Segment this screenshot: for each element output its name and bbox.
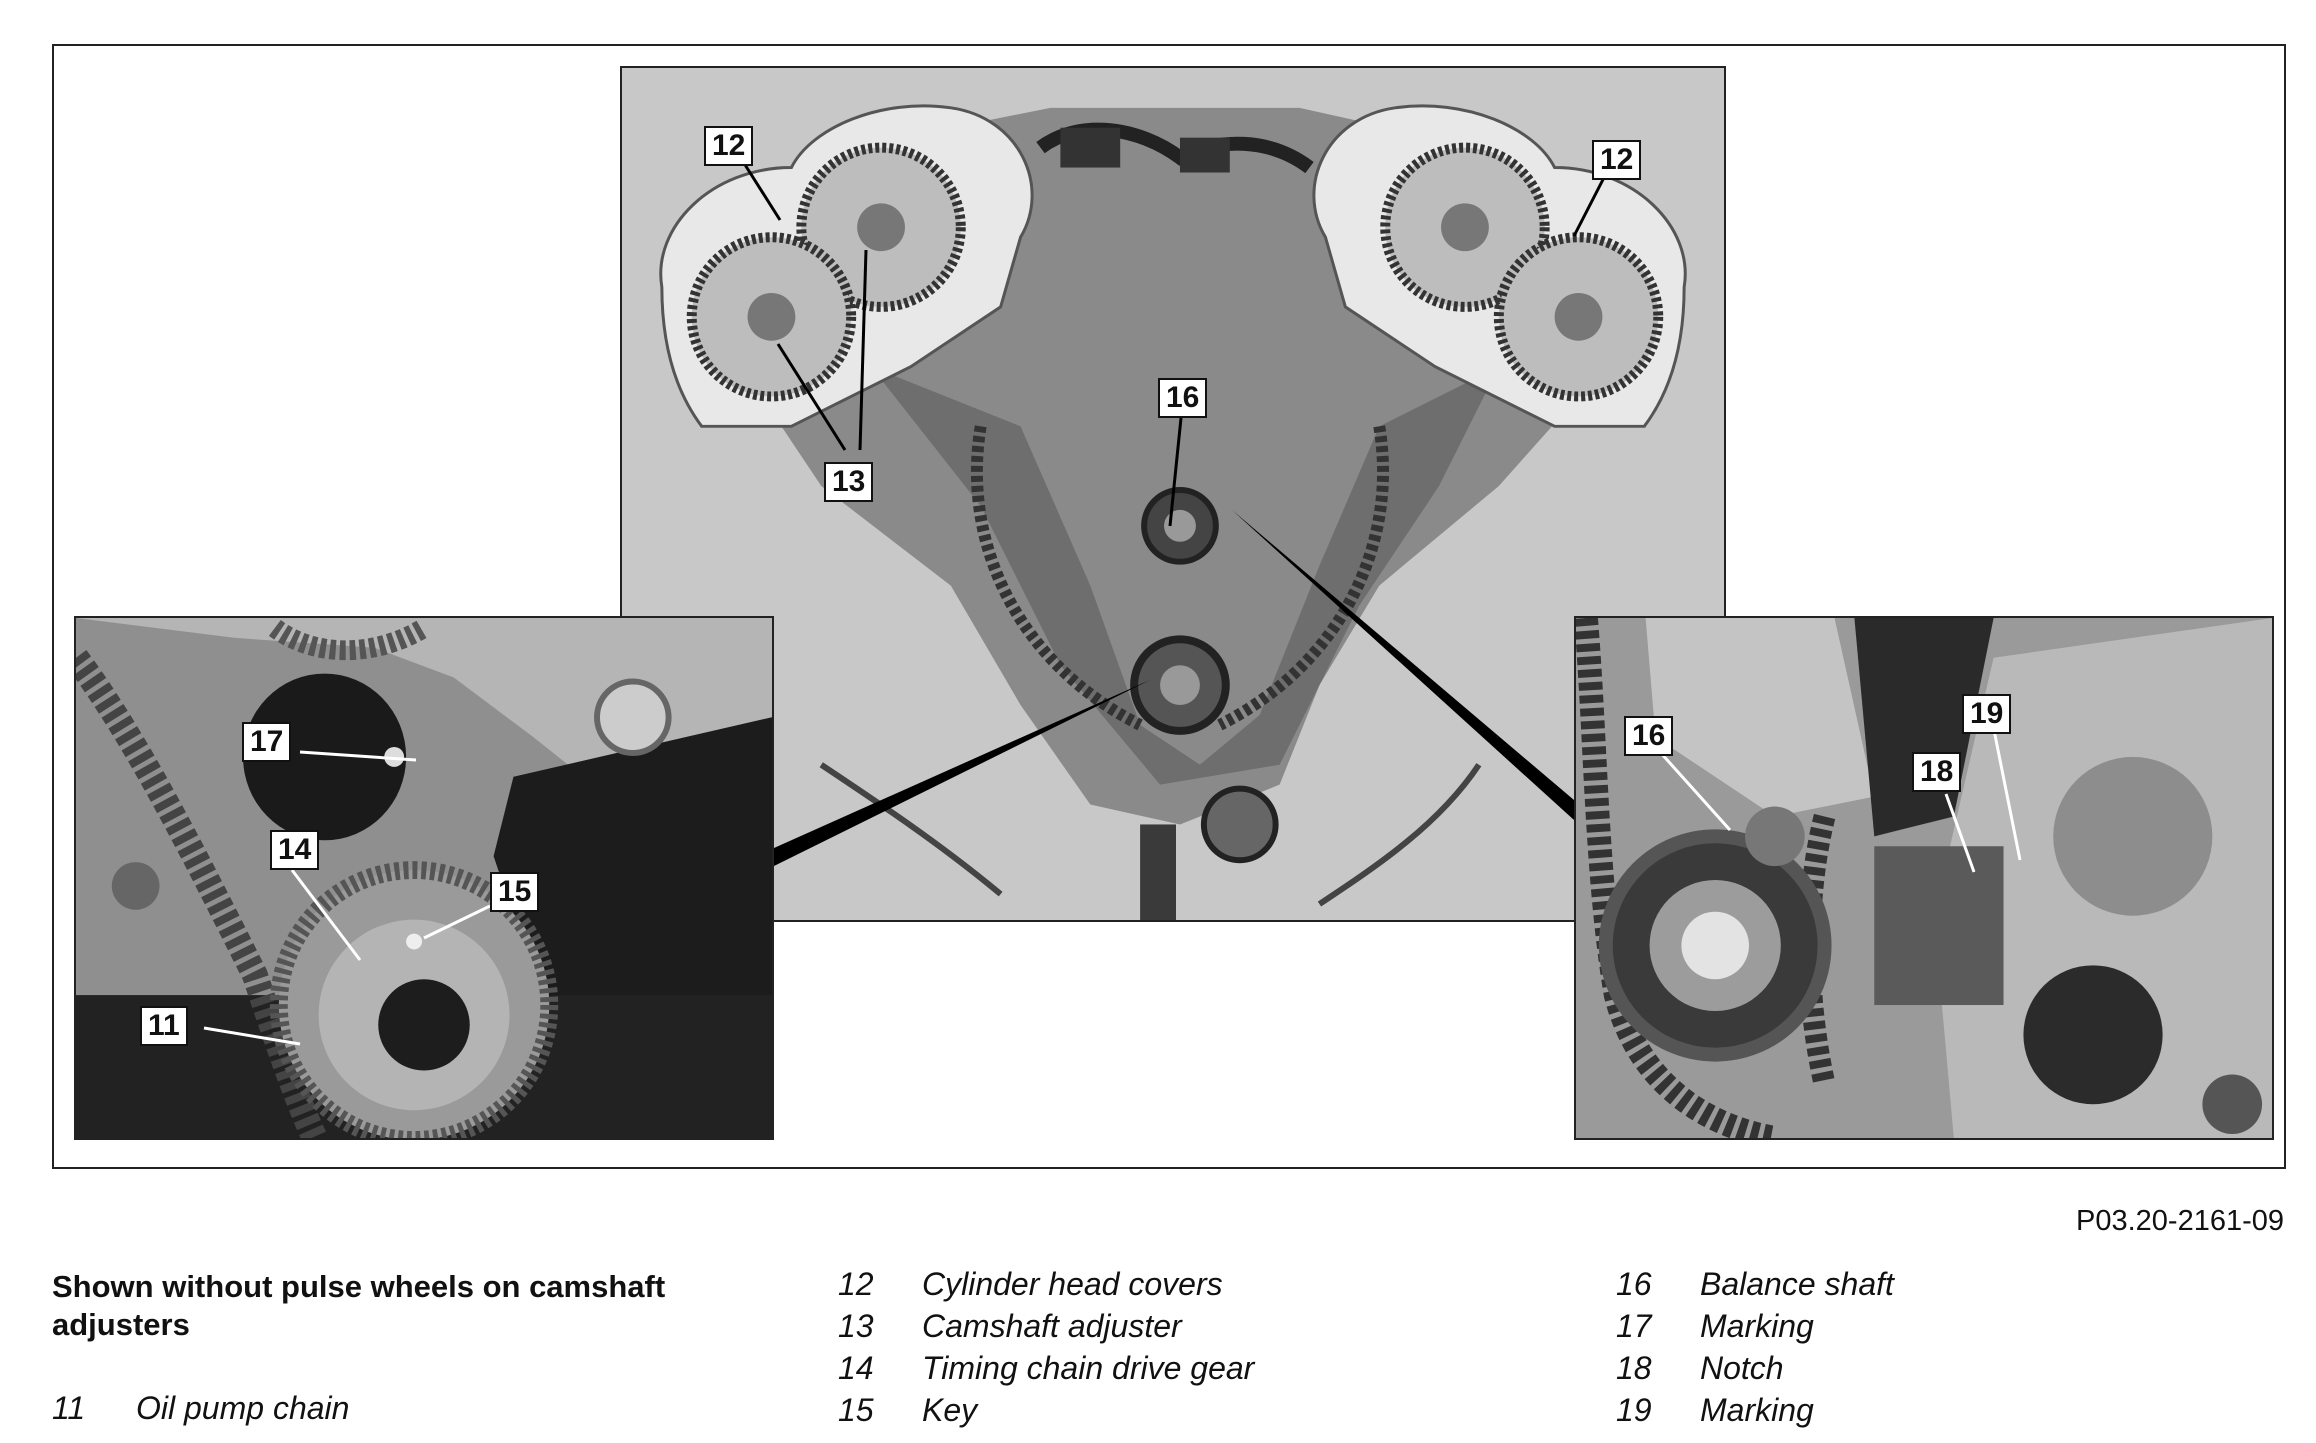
legend-text: Camshaft adjuster: [922, 1308, 1182, 1344]
callout-14: 14: [270, 830, 319, 870]
legend-number: 17: [1616, 1308, 1652, 1344]
legend-number: 15: [838, 1392, 874, 1428]
legend-item-15: [838, 1390, 977, 1430]
legend-item-17: [1616, 1306, 1814, 1346]
legend-text: Marking: [1700, 1308, 1814, 1344]
callout-15: 15: [490, 872, 539, 912]
legend-number: 16: [1616, 1266, 1652, 1302]
legend-text: Oil pump chain: [136, 1390, 350, 1426]
callout-12-right: 12: [1592, 140, 1641, 180]
legend-text: Timing chain drive gear: [922, 1350, 1255, 1386]
figure-caption: Shown without pulse wheels on camshaft adjusters: [52, 1269, 666, 1342]
legend-text: Notch: [1700, 1350, 1784, 1386]
legend-text: Marking: [1700, 1392, 1814, 1428]
legend-number: 12: [838, 1266, 874, 1302]
callout-17: 17: [242, 722, 291, 762]
legend-item-11: [52, 1388, 349, 1428]
legend-number: 14: [838, 1350, 874, 1386]
legend-item-16: [1616, 1264, 1894, 1304]
legend-text: Key: [922, 1392, 978, 1428]
callout-11: 11: [140, 1006, 188, 1046]
legend-text: Balance shaft: [1700, 1266, 1894, 1302]
callout-13: 13: [824, 462, 873, 502]
legend-item-13: [838, 1306, 1182, 1346]
callout-16-inset: 16: [1624, 716, 1673, 756]
legend-number: 11: [52, 1390, 86, 1426]
legend-text: Cylinder head covers: [922, 1266, 1223, 1302]
callout-12-left: 12: [704, 126, 753, 166]
figure-reference: P03.20-2161-09: [2076, 1205, 2284, 1237]
legend-item-12: [838, 1264, 1223, 1304]
legend-item-18: [1616, 1348, 1784, 1388]
legend-item-19: [1616, 1390, 1814, 1430]
legend-number: 19: [1616, 1392, 1652, 1428]
callout-19: 19: [1962, 694, 2011, 734]
callout-16-main: 16: [1158, 378, 1207, 418]
legend-number: 13: [838, 1308, 874, 1344]
legend-item-14: [838, 1348, 1254, 1388]
legend-number: 18: [1616, 1350, 1652, 1386]
callout-18: 18: [1912, 752, 1961, 792]
